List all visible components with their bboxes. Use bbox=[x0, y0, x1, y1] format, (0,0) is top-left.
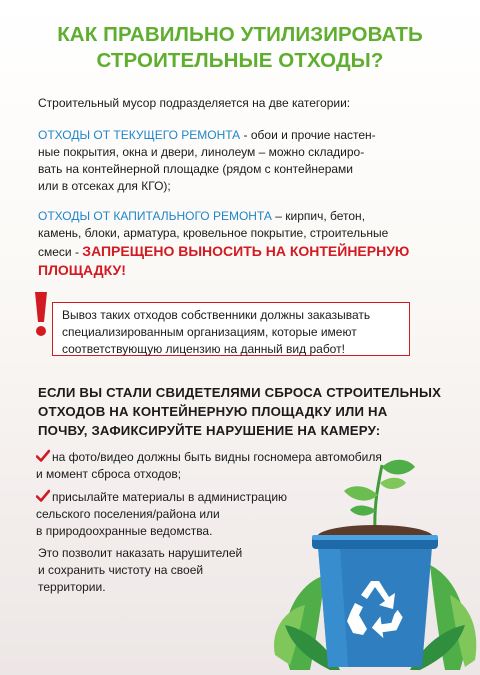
closing-line-2: и сохранить чистоту на своей bbox=[38, 563, 204, 577]
bullet-2-line-2: сельского поселения/района или bbox=[36, 507, 220, 521]
capital-repair-paragraph bbox=[38, 208, 458, 280]
capital-repair-warning-1: ЗАПРЕЩЕНО ВЫНОСИТЬ НА КОНТЕЙНЕРНУЮ bbox=[82, 243, 410, 259]
capital-repair-line-1: – кирпич, бетон, bbox=[271, 209, 366, 223]
capital-repair-warning-2: ПЛОЩАДКУ! bbox=[38, 262, 126, 278]
notice-box bbox=[52, 302, 410, 356]
call-to-action-line-3: ПОЧВУ, ЗАФИКСИРУЙТЕ НАРУШЕНИЕ НА КАМЕРУ: bbox=[38, 423, 381, 438]
current-repair-line-3: вать на контейнерной площадке (рядом с контейнерами bbox=[38, 162, 354, 176]
closing-line-1: Это позволит наказать нарушителей bbox=[38, 546, 243, 560]
title-line-2: СТРОИТЕЛЬНЫЕ ОТХОДЫ? bbox=[96, 49, 384, 72]
call-to-action-line-1: ЕСЛИ ВЫ СТАЛИ СВИДЕТЕЛЯМИ СБРОСА СТРОИТЕЛЬНЫХ bbox=[38, 385, 442, 400]
current-repair-line-2: ные покрытия, окна и двери, линолеум – можно складиро- bbox=[38, 145, 365, 159]
notice-line-2: специализированным организациям, которые имеют bbox=[62, 325, 357, 339]
notice-line-1: Вывоз таких отходов собственники должны заказывать bbox=[62, 308, 371, 322]
bullet-2-line-3: в природоохранные ведомства. bbox=[36, 524, 213, 538]
recycling-bin-illustration bbox=[270, 455, 480, 675]
capital-repair-line-2: камень, блоки, арматура, кровельное покрытие, строительные bbox=[38, 226, 389, 240]
bullet-1-line-1: на фото/видео должны быть видны госномера автомобиля bbox=[52, 450, 382, 464]
current-repair-line-1: - обои и прочие настен- bbox=[240, 128, 376, 142]
current-repair-label: ОТХОДЫ ОТ ТЕКУЩЕГО РЕМОНТА bbox=[38, 128, 241, 142]
closing-line-3: территории. bbox=[38, 580, 106, 594]
recycling-bin bbox=[312, 535, 438, 667]
sprout-decoration bbox=[344, 460, 415, 530]
capital-repair-label: ОТХОДЫ ОТ КАПИТАЛЬНОГО РЕМОНТА bbox=[38, 209, 272, 223]
current-repair-line-4: или в отсеках для КГО); bbox=[38, 179, 171, 193]
capital-repair-line-3: смеси - bbox=[38, 245, 83, 259]
exclamation-icon bbox=[30, 290, 52, 338]
intro-text: Строительный мусор подразделяется на две категории: bbox=[38, 96, 351, 110]
bullet-1-line-2: и момент сброса отходов; bbox=[36, 467, 182, 481]
notice-line-3: соответствующую лицензию на данный вид работ! bbox=[62, 342, 345, 356]
checkmark-icon bbox=[36, 489, 50, 503]
title-line-1: КАК ПРАВИЛЬНО УТИЛИЗИРОВАТЬ bbox=[57, 23, 423, 46]
call-to-action-line-2: ОТХОДОВ НА КОНТЕЙНЕРНУЮ ПЛОЩАДКУ ИЛИ НА bbox=[38, 404, 388, 419]
bullet-2-line-1: присылайте материалы в администрацию bbox=[52, 490, 288, 504]
call-to-action-heading bbox=[38, 383, 458, 440]
current-repair-paragraph bbox=[38, 127, 458, 195]
checkmark-icon bbox=[36, 449, 50, 463]
closing-text bbox=[38, 545, 258, 596]
page-title bbox=[0, 22, 480, 74]
